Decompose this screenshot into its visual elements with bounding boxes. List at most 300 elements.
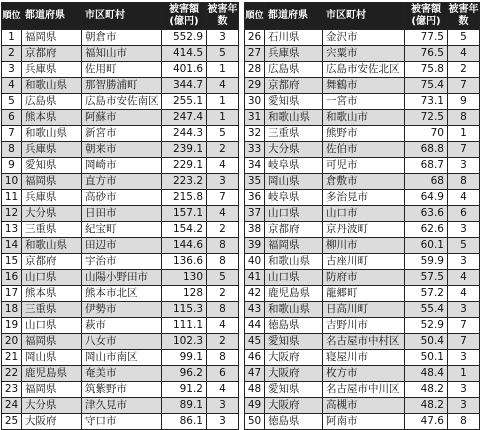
years-cell: 4 (207, 382, 239, 398)
years-cell: 5 (448, 238, 480, 254)
prefecture-cell: 京都府 (265, 78, 323, 94)
header-amount: 被害額(億円) (405, 3, 448, 30)
amount-cell: 115.3 (162, 302, 207, 318)
table-row (2, 334, 239, 350)
table-row (2, 62, 239, 78)
municipality-cell: 守口市 (82, 414, 162, 430)
table-row (245, 158, 480, 174)
rank-cell: 40 (245, 254, 265, 270)
prefecture-cell: 和歌山県 (265, 110, 323, 126)
rank-cell: 17 (2, 286, 22, 302)
municipality-cell: 阿南市 (323, 414, 405, 430)
municipality-cell: 佐伯市 (323, 142, 405, 158)
municipality-cell: 高砂市 (82, 190, 162, 206)
amount-cell: 68.7 (405, 158, 448, 174)
years-cell: 4 (207, 318, 239, 334)
years-cell: 8 (448, 174, 480, 190)
prefecture-cell: 大分県 (22, 398, 82, 414)
rank-cell: 39 (245, 238, 265, 254)
table-row (245, 94, 480, 110)
amount-cell: 247.4 (162, 110, 207, 126)
amount-cell: 63.6 (405, 206, 448, 222)
years-cell: 7 (448, 334, 480, 350)
prefecture-cell: 鹿児島県 (22, 366, 82, 382)
years-cell: 3 (448, 350, 480, 366)
amount-cell: 57.2 (405, 286, 448, 302)
rank-cell: 9 (2, 158, 22, 174)
table-row (245, 222, 480, 238)
municipality-cell: 紀宝町 (82, 222, 162, 238)
municipality-cell: 名古屋市中川区 (323, 382, 405, 398)
municipality-cell: 岡崎市 (82, 158, 162, 174)
prefecture-cell: 福岡県 (22, 30, 82, 46)
rank-cell: 41 (245, 270, 265, 286)
years-cell: 5 (207, 270, 239, 286)
years-cell: 3 (448, 302, 480, 318)
municipality-cell: 熊野市 (323, 126, 405, 142)
prefecture-cell: 和歌山県 (22, 78, 82, 94)
prefecture-cell: 和歌山県 (22, 126, 82, 142)
rank-cell: 15 (2, 254, 22, 270)
amount-cell: 144.6 (162, 238, 207, 254)
years-cell: 2 (207, 142, 239, 158)
years-cell: 1 (207, 62, 239, 78)
header-prefecture: 都道府県 (22, 3, 82, 30)
rank-cell: 13 (2, 222, 22, 238)
rank-cell: 34 (245, 158, 265, 174)
table-row (245, 142, 480, 158)
amount-cell: 50.1 (405, 350, 448, 366)
prefecture-cell: 岐阜県 (265, 190, 323, 206)
rank-cell: 6 (2, 110, 22, 126)
table-row (2, 382, 239, 398)
years-cell: 2 (448, 62, 480, 78)
prefecture-cell: 大分県 (265, 142, 323, 158)
prefecture-cell: 大阪府 (22, 414, 82, 430)
table-row (2, 206, 239, 222)
prefecture-cell: 福岡県 (22, 382, 82, 398)
table-row (245, 110, 480, 126)
prefecture-cell: 京都府 (22, 254, 82, 270)
years-cell: 4 (207, 78, 239, 94)
table-row (245, 206, 480, 222)
years-cell: 5 (448, 30, 480, 46)
prefecture-cell: 広島県 (265, 62, 323, 78)
amount-cell: 75.4 (405, 78, 448, 94)
prefecture-cell: 大分県 (22, 206, 82, 222)
years-cell: 4 (448, 190, 480, 206)
municipality-cell: 名古屋市中村区 (323, 334, 405, 350)
prefecture-cell: 山口県 (265, 206, 323, 222)
amount-cell: 552.9 (162, 30, 207, 46)
municipality-cell: 古座川町 (323, 254, 405, 270)
prefecture-cell: 和歌山県 (22, 238, 82, 254)
years-cell: 3 (448, 158, 480, 174)
municipality-cell: 舞鶴市 (323, 78, 405, 94)
municipality-cell: 朝来市 (82, 142, 162, 158)
municipality-cell: 防府市 (323, 270, 405, 286)
rank-cell: 30 (245, 94, 265, 110)
rank-cell: 1 (2, 30, 22, 46)
municipality-cell: 宇治市 (82, 254, 162, 270)
amount-cell: 64.9 (405, 190, 448, 206)
rank-cell: 5 (2, 94, 22, 110)
table-body-left (2, 30, 239, 430)
municipality-cell: 広島市安佐北区 (323, 62, 405, 78)
municipality-cell: 津久見市 (82, 398, 162, 414)
years-cell: 8 (207, 302, 239, 318)
municipality-cell: 柳川市 (323, 238, 405, 254)
prefecture-cell: 大阪府 (265, 366, 323, 382)
amount-cell: 154.2 (162, 222, 207, 238)
amount-cell: 244.3 (162, 126, 207, 142)
rank-cell: 2 (2, 46, 22, 62)
years-cell: 2 (207, 334, 239, 350)
header-years: 被害年数 (207, 3, 239, 30)
municipality-cell: 宍粟市 (323, 46, 405, 62)
municipality-cell: 広島市安佐南区 (82, 94, 162, 110)
prefecture-cell: 大阪府 (265, 350, 323, 366)
table-row (2, 398, 239, 414)
header-rank: 順位 (2, 3, 22, 30)
prefecture-cell: 福岡県 (265, 238, 323, 254)
amount-cell: 73.1 (405, 94, 448, 110)
rank-cell: 38 (245, 222, 265, 238)
rank-cell: 31 (245, 110, 265, 126)
table-row (2, 158, 239, 174)
municipality-cell: 多治見市 (323, 190, 405, 206)
years-cell: 4 (448, 270, 480, 286)
rank-cell: 42 (245, 286, 265, 302)
amount-cell: 157.1 (162, 206, 207, 222)
table-row (2, 94, 239, 110)
table-row (245, 62, 480, 78)
rank-cell: 47 (245, 366, 265, 382)
rank-cell: 22 (2, 366, 22, 382)
years-cell: 1 (448, 126, 480, 142)
table-row (245, 174, 480, 190)
table-row (2, 254, 239, 270)
table-row (2, 302, 239, 318)
prefecture-cell: 福岡県 (22, 174, 82, 190)
prefecture-cell: 兵庫県 (22, 190, 82, 206)
rank-cell: 27 (245, 46, 265, 62)
municipality-cell: 熊本市北区 (82, 286, 162, 302)
municipality-cell: 朝倉市 (82, 30, 162, 46)
header-rank: 順位 (245, 3, 265, 30)
rank-cell: 32 (245, 126, 265, 142)
prefecture-cell: 石川県 (265, 30, 323, 46)
years-cell: 3 (207, 174, 239, 190)
years-cell: 8 (448, 414, 480, 430)
municipality-cell: 山口市 (323, 206, 405, 222)
years-cell: 3 (207, 414, 239, 430)
years-cell: 4 (448, 286, 480, 302)
rank-cell: 37 (245, 206, 265, 222)
amount-cell: 68.8 (405, 142, 448, 158)
rank-cell: 8 (2, 142, 22, 158)
amount-cell: 136.6 (162, 254, 207, 270)
table-row (2, 126, 239, 142)
amount-cell: 96.2 (162, 366, 207, 382)
amount-cell: 52.9 (405, 318, 448, 334)
table-row (2, 142, 239, 158)
rank-cell: 26 (245, 30, 265, 46)
table-row (2, 222, 239, 238)
rank-cell: 29 (245, 78, 265, 94)
years-cell: 3 (448, 254, 480, 270)
municipality-cell: 京丹波町 (323, 222, 405, 238)
municipality-cell: 直方市 (82, 174, 162, 190)
table-row (2, 270, 239, 286)
table-row (245, 190, 480, 206)
rank-cell: 19 (2, 318, 22, 334)
table-row (245, 30, 480, 46)
years-cell: 3 (448, 382, 480, 398)
prefecture-cell: 岡山県 (265, 174, 323, 190)
prefecture-cell: 愛知県 (265, 94, 323, 110)
rank-cell: 28 (245, 62, 265, 78)
municipality-cell: 那智勝浦町 (82, 78, 162, 94)
years-cell: 7 (448, 318, 480, 334)
amount-cell: 55.4 (405, 302, 448, 318)
municipality-cell: 吉野川市 (323, 318, 405, 334)
prefecture-cell: 福岡県 (22, 334, 82, 350)
amount-cell: 99.1 (162, 350, 207, 366)
prefecture-cell: 熊本県 (22, 110, 82, 126)
municipality-cell: 寝屋川市 (323, 350, 405, 366)
prefecture-cell: 岐阜県 (265, 158, 323, 174)
prefecture-cell: 和歌山県 (265, 254, 323, 270)
amount-cell: 48.4 (405, 366, 448, 382)
prefecture-cell: 愛知県 (22, 158, 82, 174)
header-row (245, 3, 480, 30)
amount-cell: 70 (405, 126, 448, 142)
years-cell: 7 (448, 78, 480, 94)
municipality-cell: 高槻市 (323, 398, 405, 414)
years-cell: 3 (448, 398, 480, 414)
amount-cell: 401.6 (162, 62, 207, 78)
amount-cell: 48.2 (405, 398, 448, 414)
header-municipality: 市区町村 (323, 3, 405, 30)
prefecture-cell: 徳島県 (265, 414, 323, 430)
header-amount: 被害額(億円) (162, 3, 207, 30)
amount-cell: 128 (162, 286, 207, 302)
damage-ranking-table-right (244, 2, 480, 430)
header-prefecture: 都道府県 (265, 3, 323, 30)
amount-cell: 130 (162, 270, 207, 286)
years-cell: 2 (207, 222, 239, 238)
rank-cell: 45 (245, 334, 265, 350)
table-row (2, 190, 239, 206)
table-row (245, 46, 480, 62)
table-row (245, 382, 480, 398)
table-row (245, 366, 480, 382)
years-cell: 3 (207, 30, 239, 46)
municipality-cell: 筑紫野市 (82, 382, 162, 398)
table-row (2, 366, 239, 382)
years-cell: 7 (448, 142, 480, 158)
municipality-cell: 一宮市 (323, 94, 405, 110)
prefecture-cell: 愛知県 (265, 382, 323, 398)
prefecture-cell: 三重県 (22, 222, 82, 238)
amount-cell: 62.6 (405, 222, 448, 238)
rank-cell: 35 (245, 174, 265, 190)
amount-cell: 76.5 (405, 46, 448, 62)
years-cell: 5 (207, 46, 239, 62)
prefecture-cell: 三重県 (22, 302, 82, 318)
amount-cell: 91.2 (162, 382, 207, 398)
prefecture-cell: 兵庫県 (265, 46, 323, 62)
years-cell: 6 (207, 366, 239, 382)
prefecture-cell: 岡山県 (22, 350, 82, 366)
municipality-cell: 伊勢市 (82, 302, 162, 318)
table-row (245, 254, 480, 270)
header-years: 被害年数 (448, 3, 480, 30)
amount-cell: 344.7 (162, 78, 207, 94)
years-cell: 1 (207, 94, 239, 110)
rank-cell: 10 (2, 174, 22, 190)
amount-cell: 239.1 (162, 142, 207, 158)
years-cell: 3 (207, 398, 239, 414)
rank-cell: 16 (2, 270, 22, 286)
municipality-cell: 金沢市 (323, 30, 405, 46)
amount-cell: 77.5 (405, 30, 448, 46)
municipality-cell: 和歌山市 (323, 110, 405, 126)
years-cell: 8 (207, 254, 239, 270)
table-row (245, 270, 480, 286)
rank-cell: 4 (2, 78, 22, 94)
rank-cell: 50 (245, 414, 265, 430)
years-cell: 6 (448, 206, 480, 222)
amount-cell: 75.8 (405, 62, 448, 78)
table-row (245, 78, 480, 94)
years-cell: 8 (207, 350, 239, 366)
prefecture-cell: 和歌山県 (265, 302, 323, 318)
table-row (2, 110, 239, 126)
amount-cell: 111.1 (162, 318, 207, 334)
rank-cell: 21 (2, 350, 22, 366)
years-cell: 3 (448, 222, 480, 238)
amount-cell: 57.5 (405, 270, 448, 286)
damage-ranking-table-left (1, 2, 239, 430)
rank-cell: 11 (2, 190, 22, 206)
prefecture-cell: 兵庫県 (22, 142, 82, 158)
years-cell: 9 (448, 94, 480, 110)
municipality-cell: 阿蘇市 (82, 110, 162, 126)
prefecture-cell: 三重県 (265, 126, 323, 142)
municipality-cell: 田辺市 (82, 238, 162, 254)
table-row (2, 286, 239, 302)
municipality-cell: 枚方市 (323, 366, 405, 382)
prefecture-cell: 熊本県 (22, 286, 82, 302)
amount-cell: 223.2 (162, 174, 207, 190)
rank-cell: 44 (245, 318, 265, 334)
prefecture-cell: 鹿児島県 (265, 286, 323, 302)
amount-cell: 72.5 (405, 110, 448, 126)
rank-cell: 23 (2, 382, 22, 398)
table-row (245, 318, 480, 334)
rank-cell: 7 (2, 126, 22, 142)
table-row (245, 126, 480, 142)
municipality-cell: 日高川町 (323, 302, 405, 318)
amount-cell: 47.6 (405, 414, 448, 430)
prefecture-cell: 広島県 (22, 94, 82, 110)
header-row (2, 3, 239, 30)
rank-cell: 12 (2, 206, 22, 222)
table-row (2, 414, 239, 430)
table-row (2, 78, 239, 94)
table-row (2, 318, 239, 334)
amount-cell: 60.1 (405, 238, 448, 254)
table-row (245, 414, 480, 430)
prefecture-cell: 山口県 (265, 270, 323, 286)
amount-cell: 50.4 (405, 334, 448, 350)
years-cell: 7 (207, 190, 239, 206)
table-row (245, 350, 480, 366)
table-row (245, 286, 480, 302)
municipality-cell: 福知山市 (82, 46, 162, 62)
amount-cell: 229.1 (162, 158, 207, 174)
amount-cell: 215.8 (162, 190, 207, 206)
prefecture-cell: 京都府 (22, 46, 82, 62)
municipality-cell: 萩市 (82, 318, 162, 334)
rank-cell: 14 (2, 238, 22, 254)
municipality-cell: 岡山市南区 (82, 350, 162, 366)
table-row (2, 30, 239, 46)
municipality-cell: 龍郷町 (323, 286, 405, 302)
years-cell: 4 (448, 46, 480, 62)
municipality-cell: 山陽小野田市 (82, 270, 162, 286)
table-row (2, 46, 239, 62)
amount-cell: 89.1 (162, 398, 207, 414)
table-body-right (245, 30, 480, 430)
table-row (2, 174, 239, 190)
table-row (245, 302, 480, 318)
years-cell: 1 (448, 366, 480, 382)
rank-cell: 24 (2, 398, 22, 414)
rank-cell: 20 (2, 334, 22, 350)
municipality-cell: 佐用町 (82, 62, 162, 78)
table-row (245, 238, 480, 254)
prefecture-cell: 愛知県 (265, 334, 323, 350)
table-row (2, 350, 239, 366)
prefecture-cell: 京都府 (265, 222, 323, 238)
years-cell: 8 (448, 110, 480, 126)
municipality-cell: 倉敷市 (323, 174, 405, 190)
municipality-cell: 奄美市 (82, 366, 162, 382)
amount-cell: 255.1 (162, 94, 207, 110)
rank-cell: 18 (2, 302, 22, 318)
years-cell: 1 (207, 110, 239, 126)
amount-cell: 414.5 (162, 46, 207, 62)
rank-cell: 48 (245, 382, 265, 398)
rank-cell: 49 (245, 398, 265, 414)
prefecture-cell: 徳島県 (265, 318, 323, 334)
prefecture-cell: 大阪府 (265, 398, 323, 414)
rank-cell: 36 (245, 190, 265, 206)
years-cell: 8 (207, 238, 239, 254)
rank-cell: 43 (245, 302, 265, 318)
table-row (245, 398, 480, 414)
amount-cell: 86.1 (162, 414, 207, 430)
rank-cell: 33 (245, 142, 265, 158)
amount-cell: 48.2 (405, 382, 448, 398)
amount-cell: 59.9 (405, 254, 448, 270)
years-cell: 4 (207, 206, 239, 222)
municipality-cell: 可児市 (323, 158, 405, 174)
years-cell: 4 (207, 158, 239, 174)
